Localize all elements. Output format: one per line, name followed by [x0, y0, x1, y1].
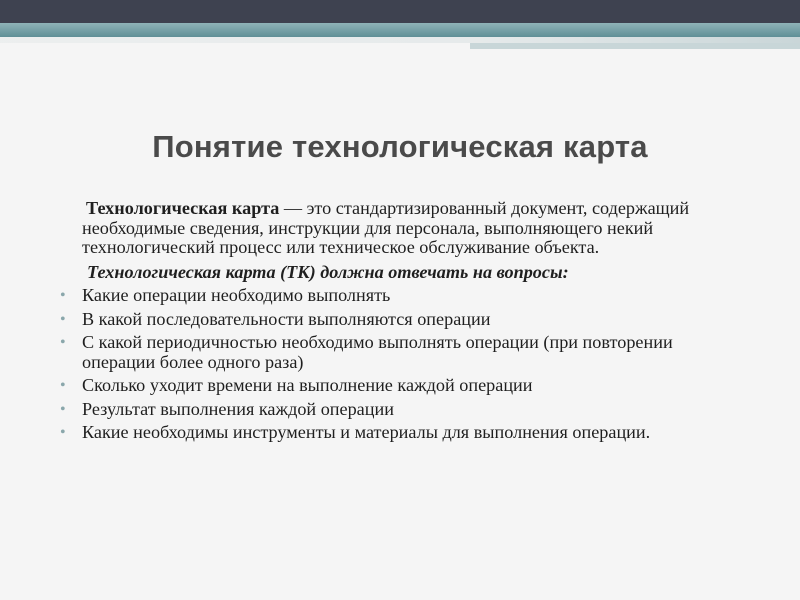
list-item-text: Сколько уходит времени на выполнение каждой операции — [82, 375, 533, 395]
top-bar — [0, 0, 800, 23]
list-item-text: Результат выполнения каждой операции — [82, 398, 394, 419]
list-item-text: Какие операции необходимо выполнять — [82, 285, 391, 305]
definition-text: — это стандартизированный документ, содержащий необходимые сведения, инструкции для персонала, выполняющего некий технологический процесс или техническое обслуживание объекта. — [82, 198, 690, 257]
accent-band — [0, 23, 800, 37]
bullet-dot-icon: • — [60, 287, 66, 304]
slide-content — [60, 199, 740, 447]
list-item-text: С какой периодичностью необходимо выполнять операции (при повторении операции более одного раза) — [82, 332, 673, 372]
list-item — [60, 333, 740, 372]
bullet-dot-icon: • — [60, 310, 66, 328]
page-title: Понятие технологическая карта — [152, 129, 648, 164]
definition-paragraph — [60, 199, 740, 258]
accent-strip — [470, 43, 800, 49]
list-item-text: Какие необходимы инструменты и материалы для выполнения операции. — [82, 422, 651, 442]
bullet-dot-icon: • — [60, 424, 66, 441]
list-item — [60, 400, 740, 420]
list-item — [60, 423, 740, 443]
question-intro — [60, 263, 740, 283]
bullet-dot-icon: • — [60, 377, 66, 394]
list-item-text: В какой последовательности выполняются операции — [82, 308, 491, 329]
bullet-dot-icon: • — [60, 334, 66, 351]
list-item — [60, 310, 740, 330]
definition-term: Технологическая карта — [86, 198, 280, 218]
bullet-dot-icon: • — [60, 400, 66, 418]
list-item — [60, 376, 740, 396]
question-intro-text: Технологическая карта (ТК) должна отвечать на вопросы: — [87, 261, 569, 282]
question-list — [60, 286, 740, 443]
list-item — [60, 286, 740, 306]
